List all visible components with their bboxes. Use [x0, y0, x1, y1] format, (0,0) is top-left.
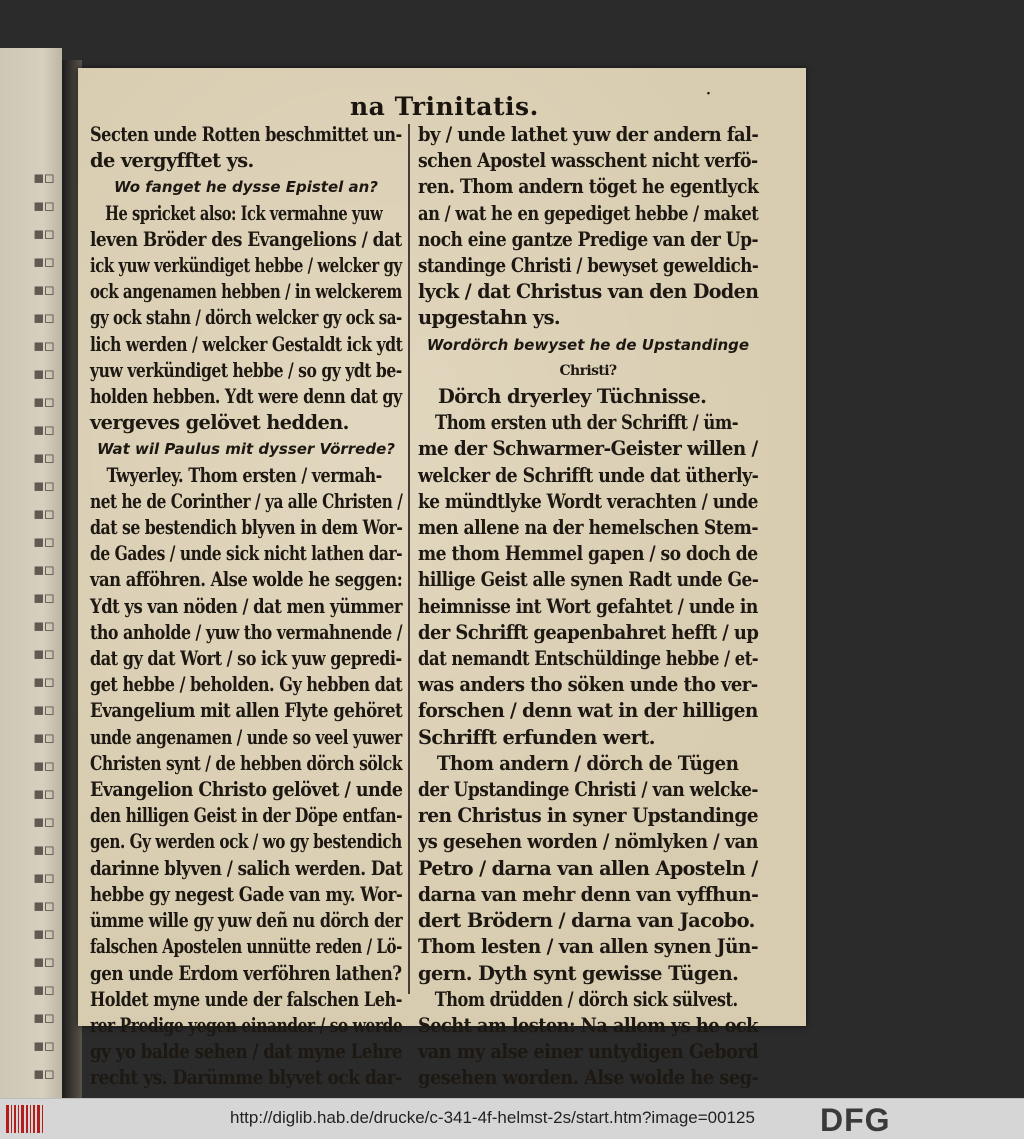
text-line: hebbe gy negest Gade van my. Wor-	[90, 882, 403, 906]
running-head: na Trinitatis.	[350, 92, 539, 121]
text-line: Twyerley. Thom ersten / vermah-	[106, 463, 382, 487]
previous-page-glyph: ▪▫	[32, 224, 54, 244]
text-line: den hilligen Geist in der Döpe entfan-	[90, 804, 403, 828]
text-line: an / wat he en gepediget hebbe / maket	[418, 201, 759, 225]
previous-page-glyph: ▪▫	[32, 952, 54, 972]
text-line: hillige Geist alle synen Radt unde Ge-	[418, 568, 759, 592]
text-line: gesehen worden. Alse wolde he seg-	[418, 1066, 759, 1090]
question-heading: Wordörch bewyset he de Upstandinge	[426, 335, 750, 354]
text-line: dat gy dat Wort / so ick yuw gepredi-	[90, 647, 402, 671]
text-line: get hebbe / beholden. Gy hebben dat	[90, 673, 403, 697]
page-url[interactable]: http://diglib.hab.de/drucke/c-341-4f-helmst-2s/start.htm?image=00125	[230, 1108, 755, 1127]
text-line: welcker de Schrifft unde dat ütherly-	[418, 463, 759, 487]
previous-page-glyph: ▪▫	[32, 336, 54, 356]
text-line: ren. Thom andern töget he egentlyck	[418, 175, 759, 199]
barcode-stripe	[11, 1105, 12, 1133]
text-line: Schrifft erfunden wert.	[418, 725, 655, 749]
previous-page-glyph: ▪▫	[32, 504, 54, 524]
previous-page-glyph: ▪▫	[32, 448, 54, 468]
previous-page-text-fragment	[0, 168, 58, 1084]
text-line: standinge Christi / bewyset geweldich-	[418, 254, 759, 278]
previous-page-glyph: ▪▫	[32, 1064, 54, 1084]
text-line: Secten unde Rotten beschmittet un-	[90, 123, 402, 146]
text-line: falschen Apostelen unnütte reden / Lö-	[90, 935, 402, 959]
previous-page-edge	[0, 48, 62, 1098]
viewer-footer	[0, 1098, 1024, 1139]
text-line: Christi?	[559, 362, 617, 379]
text-line: Thom ersten uth der Schrifft / üm-	[434, 411, 739, 435]
text-line: Ydt ys van nöden / dat men yümmer	[90, 594, 403, 618]
text-line: lyck / dat Christus van den Doden	[418, 280, 759, 304]
text-line: heimnisse int Wort gefahtet / unde in	[418, 594, 758, 618]
dfg-logo: DFG	[820, 1102, 891, 1138]
text-line: darinne blyven / salich werden. Dat	[90, 856, 403, 880]
barcode-stripe	[37, 1105, 40, 1133]
text-line: Thom drüdden / dörch sick sülvest.	[434, 987, 738, 1011]
text-line: tho anholde / yuw tho vermahnende /	[90, 620, 403, 644]
previous-page-glyph: ▪▫	[32, 588, 54, 608]
text-line: Thom andern / dörch de Tügen	[436, 751, 739, 775]
text-line: Thom lesten / van allen synen Jün-	[418, 935, 758, 959]
previous-page-glyph: ▪▫	[32, 812, 54, 832]
text-line: ke mündtlyke Wordt verachten / unde	[418, 489, 758, 513]
previous-page-glyph: ▪▫	[32, 616, 54, 636]
text-line: gen. Gy werden ock / wo gy bestendich	[90, 830, 402, 854]
previous-page-glyph: ▪▫	[32, 168, 54, 188]
text-line: recht ys. Darümme blyvet ock dar-	[90, 1066, 402, 1090]
barcode-stripe	[33, 1105, 35, 1133]
previous-page-glyph: ▪▫	[32, 644, 54, 664]
text-line: unde angenamen / unde so veel yuwer	[90, 725, 402, 749]
text-line: van afföhren. Alse wolde he seggen:	[90, 568, 403, 592]
text-line: der Upstandinge Christi / van welcke-	[418, 778, 758, 802]
text-line: de Gades / unde sick nicht lathen dar-	[90, 542, 403, 566]
left-text-column	[90, 122, 402, 1092]
previous-page-glyph: ▪▫	[32, 756, 54, 776]
barcode-stripe	[21, 1105, 24, 1133]
previous-page-glyph: ▪▫	[32, 476, 54, 496]
previous-page-glyph: ▪▫	[32, 1036, 54, 1056]
previous-page-glyph: ▪▫	[32, 196, 54, 216]
text-line: ick yuw verkündiget hebbe / welcker gy	[90, 254, 402, 278]
question-heading: Wat wil Paulus mit dysser Vörrede?	[97, 440, 395, 459]
text-line: schen Apostel wasschent nicht verfö-	[418, 149, 758, 173]
text-line: Dörch dryerley Tüchnisse.	[438, 385, 707, 409]
text-line: upgestahn ys.	[418, 306, 561, 330]
text-line: He spricket also: Ick vermahne yuw	[105, 201, 383, 225]
text-line: ock angenamen hebben / in welckerem	[90, 280, 402, 304]
previous-page-glyph: ▪▫	[32, 840, 54, 860]
text-line: ümme wille gy yuw deñ nu dörch der	[90, 909, 403, 933]
text-line: gern. Dyth synt gewisse Tügen.	[418, 961, 739, 985]
previous-page-glyph: ▪▫	[32, 924, 54, 944]
text-line: gen unde Erdom verföhren lathen?	[90, 961, 402, 985]
previous-page-glyph: ▪▫	[32, 532, 54, 552]
barcode-icon	[6, 1105, 46, 1133]
previous-page-glyph: ▪▫	[32, 784, 54, 804]
text-line: gy yo balde sehen / dat myne Lehre	[90, 1040, 403, 1064]
text-line: yuw verkündiget hebbe / so gy ydt be-	[90, 358, 402, 382]
question-heading: Wo fanget he dysse Epistel an?	[114, 178, 378, 197]
text-line: dat se bestendich blyven in dem Wor-	[90, 516, 403, 540]
page-corner-mark: ·	[706, 86, 711, 102]
previous-page-glyph: ▪▫	[32, 980, 54, 1000]
text-line: lich werden / welcker Gestaldt ick ydt	[90, 332, 403, 356]
text-line: men allene na der hemelschen Stem-	[418, 516, 758, 540]
text-line: de vergyfftet ys.	[90, 149, 254, 173]
previous-page-glyph: ▪▫	[32, 252, 54, 272]
barcode-stripe	[26, 1105, 28, 1133]
previous-page-glyph: ▪▫	[32, 420, 54, 440]
text-line: vergeves gelövet hedden.	[90, 411, 349, 435]
right-text-column	[418, 122, 758, 1092]
text-line: ys gesehen worden / nömlyken / van	[418, 830, 758, 854]
book-page	[78, 68, 806, 1090]
barcode-stripe	[6, 1105, 9, 1133]
text-line: ren Christus in syner Upstandinge	[418, 804, 759, 828]
barcode-stripe	[30, 1105, 31, 1133]
text-line: noch eine gantze Predige van der Up-	[418, 227, 759, 251]
previous-page-glyph: ▪▫	[32, 728, 54, 748]
text-line: der Schrifft geapenbahret hefft / up	[418, 620, 759, 644]
text-line: me thom Hemmel gapen / so doch de	[418, 542, 758, 566]
text-line: van my alse einer untydigen Gebord	[418, 1040, 759, 1064]
text-line: Evangelium mit allen Flyte gehöret	[90, 699, 403, 723]
text-line: me der Schwarmer-Geister willen /	[418, 437, 758, 461]
text-line: Holdet myne unde der falschen Leh-	[90, 987, 402, 1011]
text-line: Secht am lesten: Na allem ys he ock	[418, 1013, 758, 1037]
previous-page-glyph: ▪▫	[32, 672, 54, 692]
column-divider	[408, 124, 410, 994]
text-line: by / unde lathet yuw der andern fal-	[418, 123, 759, 146]
previous-page-glyph: ▪▫	[32, 868, 54, 888]
previous-page-glyph: ▪▫	[32, 392, 54, 412]
text-line: dert Brödern / darna van Jacobo.	[418, 909, 755, 933]
barcode-stripe	[42, 1105, 43, 1133]
text-line: holden hebben. Ydt were denn dat gy	[90, 385, 402, 409]
previous-page-glyph: ▪▫	[32, 280, 54, 300]
text-line: gy ock stahn / dörch welcker gy ock sa-	[90, 306, 402, 330]
previous-page-glyph: ▪▫	[32, 364, 54, 384]
text-line: leven Bröder des Evangelions / dat	[90, 227, 402, 251]
previous-page-glyph: ▪▫	[32, 896, 54, 916]
text-line: was anders tho söken unde tho ver-	[418, 673, 758, 697]
barcode-stripe	[18, 1105, 19, 1133]
text-line: rer Predige yegen einander / so werde	[90, 1013, 403, 1037]
text-line: Evangelion Christo gelövet / unde	[90, 778, 403, 802]
text-line: dat nemandt Entschüldinge hebbe / et-	[418, 647, 759, 671]
barcode-stripe	[14, 1105, 16, 1133]
previous-page-glyph: ▪▫	[32, 1008, 54, 1028]
previous-page-glyph: ▪▫	[32, 560, 54, 580]
text-line: Petro / darna van allen Aposteln /	[418, 856, 758, 880]
previous-page-glyph: ▪▫	[32, 700, 54, 720]
text-line: forschen / denn wat in der hilligen	[418, 699, 758, 723]
text-line: net he de Corinther / ya alle Christen /	[90, 489, 403, 513]
previous-page-glyph: ▪▫	[32, 308, 54, 328]
text-line: darna van mehr denn van vyffhun-	[418, 882, 759, 906]
text-line: Christen synt / de hebben dörch sölck	[90, 751, 402, 775]
